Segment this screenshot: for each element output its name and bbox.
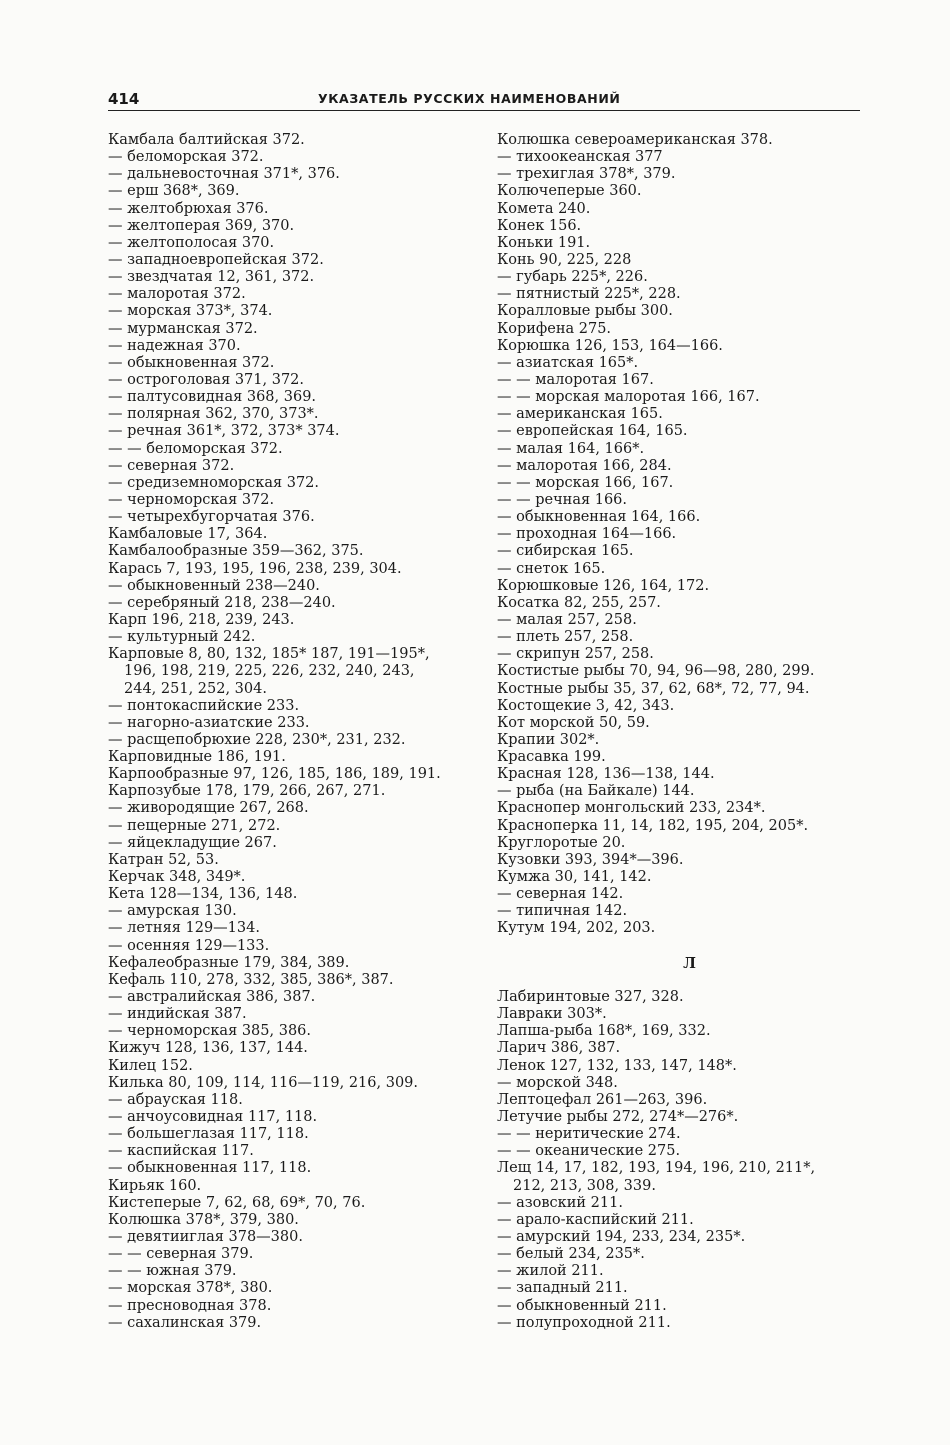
index-entry: — западноевропейская 372. <box>108 251 324 268</box>
index-entry: Летучие рыбы 272, 274*—276*. <box>497 1109 739 1126</box>
index-entry: — малоротая 372. <box>108 286 246 303</box>
index-entry: — морская 378*, 380. <box>108 1280 273 1297</box>
index-entry: — — морская малоротая 166, 167. <box>497 389 760 406</box>
index-entry: Лептоцефал 261—263, 396. <box>497 1091 708 1108</box>
index-entry: Кефаль 110, 278, 332, 385, 386*, 387. <box>108 971 394 988</box>
index-entry: Корюшковые 126, 164, 172. <box>497 577 710 594</box>
index-entry: — тихоокеанская 377 <box>497 149 663 166</box>
index-entry: Килец 152. <box>108 1057 193 1074</box>
running-title: УКАЗАТЕЛЬ РУССКИХ НАИМЕНОВАНИЙ <box>318 91 621 106</box>
index-entry: — яйцекладущие 267. <box>108 834 277 851</box>
index-entry: Кистеперые 7, 62, 68, 69*, 70, 76. <box>108 1194 366 1211</box>
index-entry: — морская 373*, 374. <box>108 303 273 320</box>
index-entry: Катран 52, 53. <box>108 851 219 868</box>
index-entry: — амурский 194, 233, 234, 235*. <box>497 1229 746 1246</box>
index-entry: Карповые 8, 80, 132, 185* 187, 191—195*, <box>108 646 430 663</box>
index-column-left <box>108 132 483 1332</box>
index-entry: — черноморская 385, 386. <box>108 1023 312 1040</box>
index-entry: Костощекие 3, 42, 343. <box>497 697 675 714</box>
index-entry: — каспийская 117. <box>108 1143 254 1160</box>
index-entry: — проходная 164—166. <box>497 526 677 543</box>
page-number: 414 <box>108 90 140 108</box>
index-entry: Керчак 348, 349*. <box>108 869 246 886</box>
index-entry: — обыкновенная 117, 118. <box>108 1160 312 1177</box>
index-entry: — американская 165. <box>497 406 663 423</box>
index-entry: Камбаловые 17, 364. <box>108 526 268 543</box>
index-entry: Косатка 82, 255, 257. <box>497 594 661 611</box>
index-entry: Корифена 275. <box>497 320 612 337</box>
index-entry: Кета 128—134, 136, 148. <box>108 886 298 903</box>
index-entry: — обыкновенный 238—240. <box>108 577 320 594</box>
index-entry: Кижуч 128, 136, 137, 144. <box>108 1040 308 1057</box>
index-entry: — индийская 387. <box>108 1006 247 1023</box>
index-entry: Колюшка североамериканская 378. <box>497 132 773 148</box>
index-entry: — малая 164, 166*. <box>497 440 645 457</box>
index-entry: — мурманская 372. <box>108 320 258 337</box>
index-entry: Красавка 199. <box>497 749 606 766</box>
index-column-right <box>497 132 872 1332</box>
index-entry: Камбала балтийская 372. <box>108 132 305 148</box>
index-entry: — полярная 362, 370, 373*. <box>108 406 319 423</box>
index-entry: — — беломорская 372. <box>108 440 283 457</box>
index-entry: — палтусовидная 368, 369. <box>108 389 317 406</box>
index-entry: — нагорно-азиатские 233. <box>108 714 310 731</box>
index-entry: Красноперка 11, 14, 182, 195, 204, 205*. <box>497 817 809 834</box>
index-entry: — обыкновенная 164, 166. <box>497 509 701 526</box>
index-entry: — ерш 368*, 369. <box>108 183 240 200</box>
index-entry: Карп 196, 218, 239, 243. <box>108 611 295 628</box>
index-entry: Карась 7, 193, 195, 196, 238, 239, 304. <box>108 560 402 577</box>
index-entry: Кот морской 50, 59. <box>497 714 650 731</box>
index-entry: — сахалинская 379. <box>108 1314 262 1331</box>
index-entry: — речная 361*, 372, 373* 374. <box>108 423 340 440</box>
letter-heading: Л <box>683 954 696 972</box>
index-entry: Костистые рыбы 70, 94, 96—98, 280, 299. <box>497 663 815 680</box>
index-entry: — желтоперая 369, 370. <box>108 217 295 234</box>
index-entry: Карповидные 186, 191. <box>108 749 286 766</box>
index-entry: Лапша-рыба 168*, 169, 332. <box>497 1023 711 1040</box>
index-entry: Карпообразные 97, 126, 185, 186, 189, 191. <box>108 766 441 783</box>
index-entry: — — морская 166, 167. <box>497 474 674 491</box>
index-entry: Красная 128, 136—138, 144. <box>497 766 715 783</box>
index-entry: — белый 234, 235*. <box>497 1246 645 1263</box>
index-entry: Карпозубые 178, 179, 266, 267, 271. <box>108 783 386 800</box>
index-entry: — обыкновенный 211. <box>497 1297 667 1314</box>
index-entry: — обыкновенная 372. <box>108 354 275 371</box>
index-entry: — осенняя 129—133. <box>108 937 270 954</box>
index-entry: — — океанические 275. <box>497 1143 681 1160</box>
index-entry: — — северная 379. <box>108 1246 254 1263</box>
index-entry: — летняя 129—134. <box>108 920 260 937</box>
index-entry: — понтокаспийские 233. <box>108 697 300 714</box>
index-entry: — черноморская 372. <box>108 491 275 508</box>
index-entry: — малоротая 166, 284. <box>497 457 672 474</box>
index-entry: — расщепобрюхие 228, 230*, 231, 232. <box>108 731 406 748</box>
index-entry: Кирьяк 160. <box>108 1177 202 1194</box>
index-entry: — — неритические 274. <box>497 1126 681 1143</box>
index-entry: 244, 251, 252, 304. <box>124 680 267 697</box>
index-entry: — — речная 166. <box>497 491 628 508</box>
index-entry: — живородящие 267, 268. <box>108 800 309 817</box>
index-entry: Ленок 127, 132, 133, 147, 148*. <box>497 1057 737 1074</box>
index-entry: — пресноводная 378. <box>108 1297 272 1314</box>
index-entry: 212, 213, 308, 339. <box>513 1177 656 1194</box>
index-entry: — губарь 225*, 226. <box>497 269 648 286</box>
index-entry: — азовский 211. <box>497 1194 623 1211</box>
index-entry: Кузовки 393, 394*—396. <box>497 851 684 868</box>
index-entry: — остроголовая 371, 372. <box>108 371 305 388</box>
index-entry: Краснопер монгольский 233, 234*. <box>497 800 766 817</box>
index-entry: — азиатская 165*. <box>497 354 639 371</box>
index-entry: — звездчатая 12, 361, 372. <box>108 269 315 286</box>
index-entry: — культурный 242. <box>108 629 256 646</box>
index-entry: Лещ 14, 17, 182, 193, 194, 196, 210, 211*, <box>497 1160 816 1177</box>
index-entry: — сибирская 165. <box>497 543 634 560</box>
index-entry: — пятнистый 225*, 228. <box>497 286 681 303</box>
index-entry: Лавраки 303*. <box>497 1006 607 1023</box>
index-entry: Корюшка 126, 153, 164—166. <box>497 337 723 354</box>
index-entry: — амурская 130. <box>108 903 237 920</box>
index-entry: — плеть 257, 258. <box>497 629 634 646</box>
index-entry: — надежная 370. <box>108 337 241 354</box>
index-entry: — рыба (на Байкале) 144. <box>497 783 695 800</box>
index-entry: — желтополосая 370. <box>108 234 275 251</box>
index-entry: Конек 156. <box>497 217 582 234</box>
index-entry: Килька 80, 109, 114, 116—119, 216, 309. <box>108 1074 419 1091</box>
index-entry: Коралловые рыбы 300. <box>497 303 673 320</box>
index-entry: — северная 142. <box>497 886 624 903</box>
index-entry: — морской 348. <box>497 1074 618 1091</box>
index-entry: Конь 90, 225, 228 <box>497 251 632 268</box>
index-entry: Колючеперые 360. <box>497 183 642 200</box>
index-entry: Круглоротые 20. <box>497 834 626 851</box>
index-entry: — дальневосточная 371*, 376. <box>108 166 340 183</box>
index-entry: — северная 372. <box>108 457 235 474</box>
index-entry: — беломорская 372. <box>108 149 264 166</box>
index-entry: Камбалообразные 359—362, 375. <box>108 543 364 560</box>
index-entry: Ларич 386, 387. <box>497 1040 621 1057</box>
index-entry: — средиземноморская 372. <box>108 474 320 491</box>
index-entry: Лабиринтовые 327, 328. <box>497 989 684 1006</box>
index-entry: — желтобрюхая 376. <box>108 200 269 217</box>
index-entry: — австралийская 386, 387. <box>108 989 316 1006</box>
index-entry: — четырехбугорчатая 376. <box>108 509 315 526</box>
index-entry: — арало-каспийский 211. <box>497 1211 694 1228</box>
index-entry: — абрауская 118. <box>108 1091 243 1108</box>
index-entry: — — малоротая 167. <box>497 371 654 388</box>
page-header <box>108 88 860 111</box>
index-entry: — — южная 379. <box>108 1263 237 1280</box>
index-entry: — полупроходной 211. <box>497 1314 671 1331</box>
index-entry: Кефалеобразные 179, 384, 389. <box>108 954 350 971</box>
index-entry: — жилой 211. <box>497 1263 604 1280</box>
index-entry: — пещерные 271, 272. <box>108 817 281 834</box>
index-entry: — снеток 165. <box>497 560 606 577</box>
index-entry: — анчоусовидная 117, 118. <box>108 1109 318 1126</box>
index-entry: Комета 240. <box>497 200 591 217</box>
index-entry: — серебряный 218, 238—240. <box>108 594 336 611</box>
index-entry: — трехиглая 378*, 379. <box>497 166 676 183</box>
index-entry: — большеглазая 117, 118. <box>108 1126 309 1143</box>
index-entry: Крапии 302*. <box>497 731 600 748</box>
index-entry: — девятииглая 378—380. <box>108 1229 303 1245</box>
index-entry: — скрипун 257, 258. <box>497 646 654 663</box>
index-entry: — малая 257, 258. <box>497 611 637 628</box>
index-entry: 196, 198, 219, 225, 226, 232, 240, 243, <box>124 663 415 680</box>
index-entry: — европейская 164, 165. <box>497 423 688 440</box>
index-entry: Костные рыбы 35, 37, 62, 68*, 72, 77, 94. <box>497 680 810 697</box>
index-entry: Колюшка 378*, 379, 380. <box>108 1211 299 1228</box>
index-entry: Коньки 191. <box>497 234 591 251</box>
index-entry: — западный 211. <box>497 1280 628 1297</box>
index-entry: Кутум 194, 202, 203. <box>497 920 656 937</box>
index-entry: Кумжа 30, 141, 142. <box>497 869 652 886</box>
index-entry: — типичная 142. <box>497 903 628 920</box>
